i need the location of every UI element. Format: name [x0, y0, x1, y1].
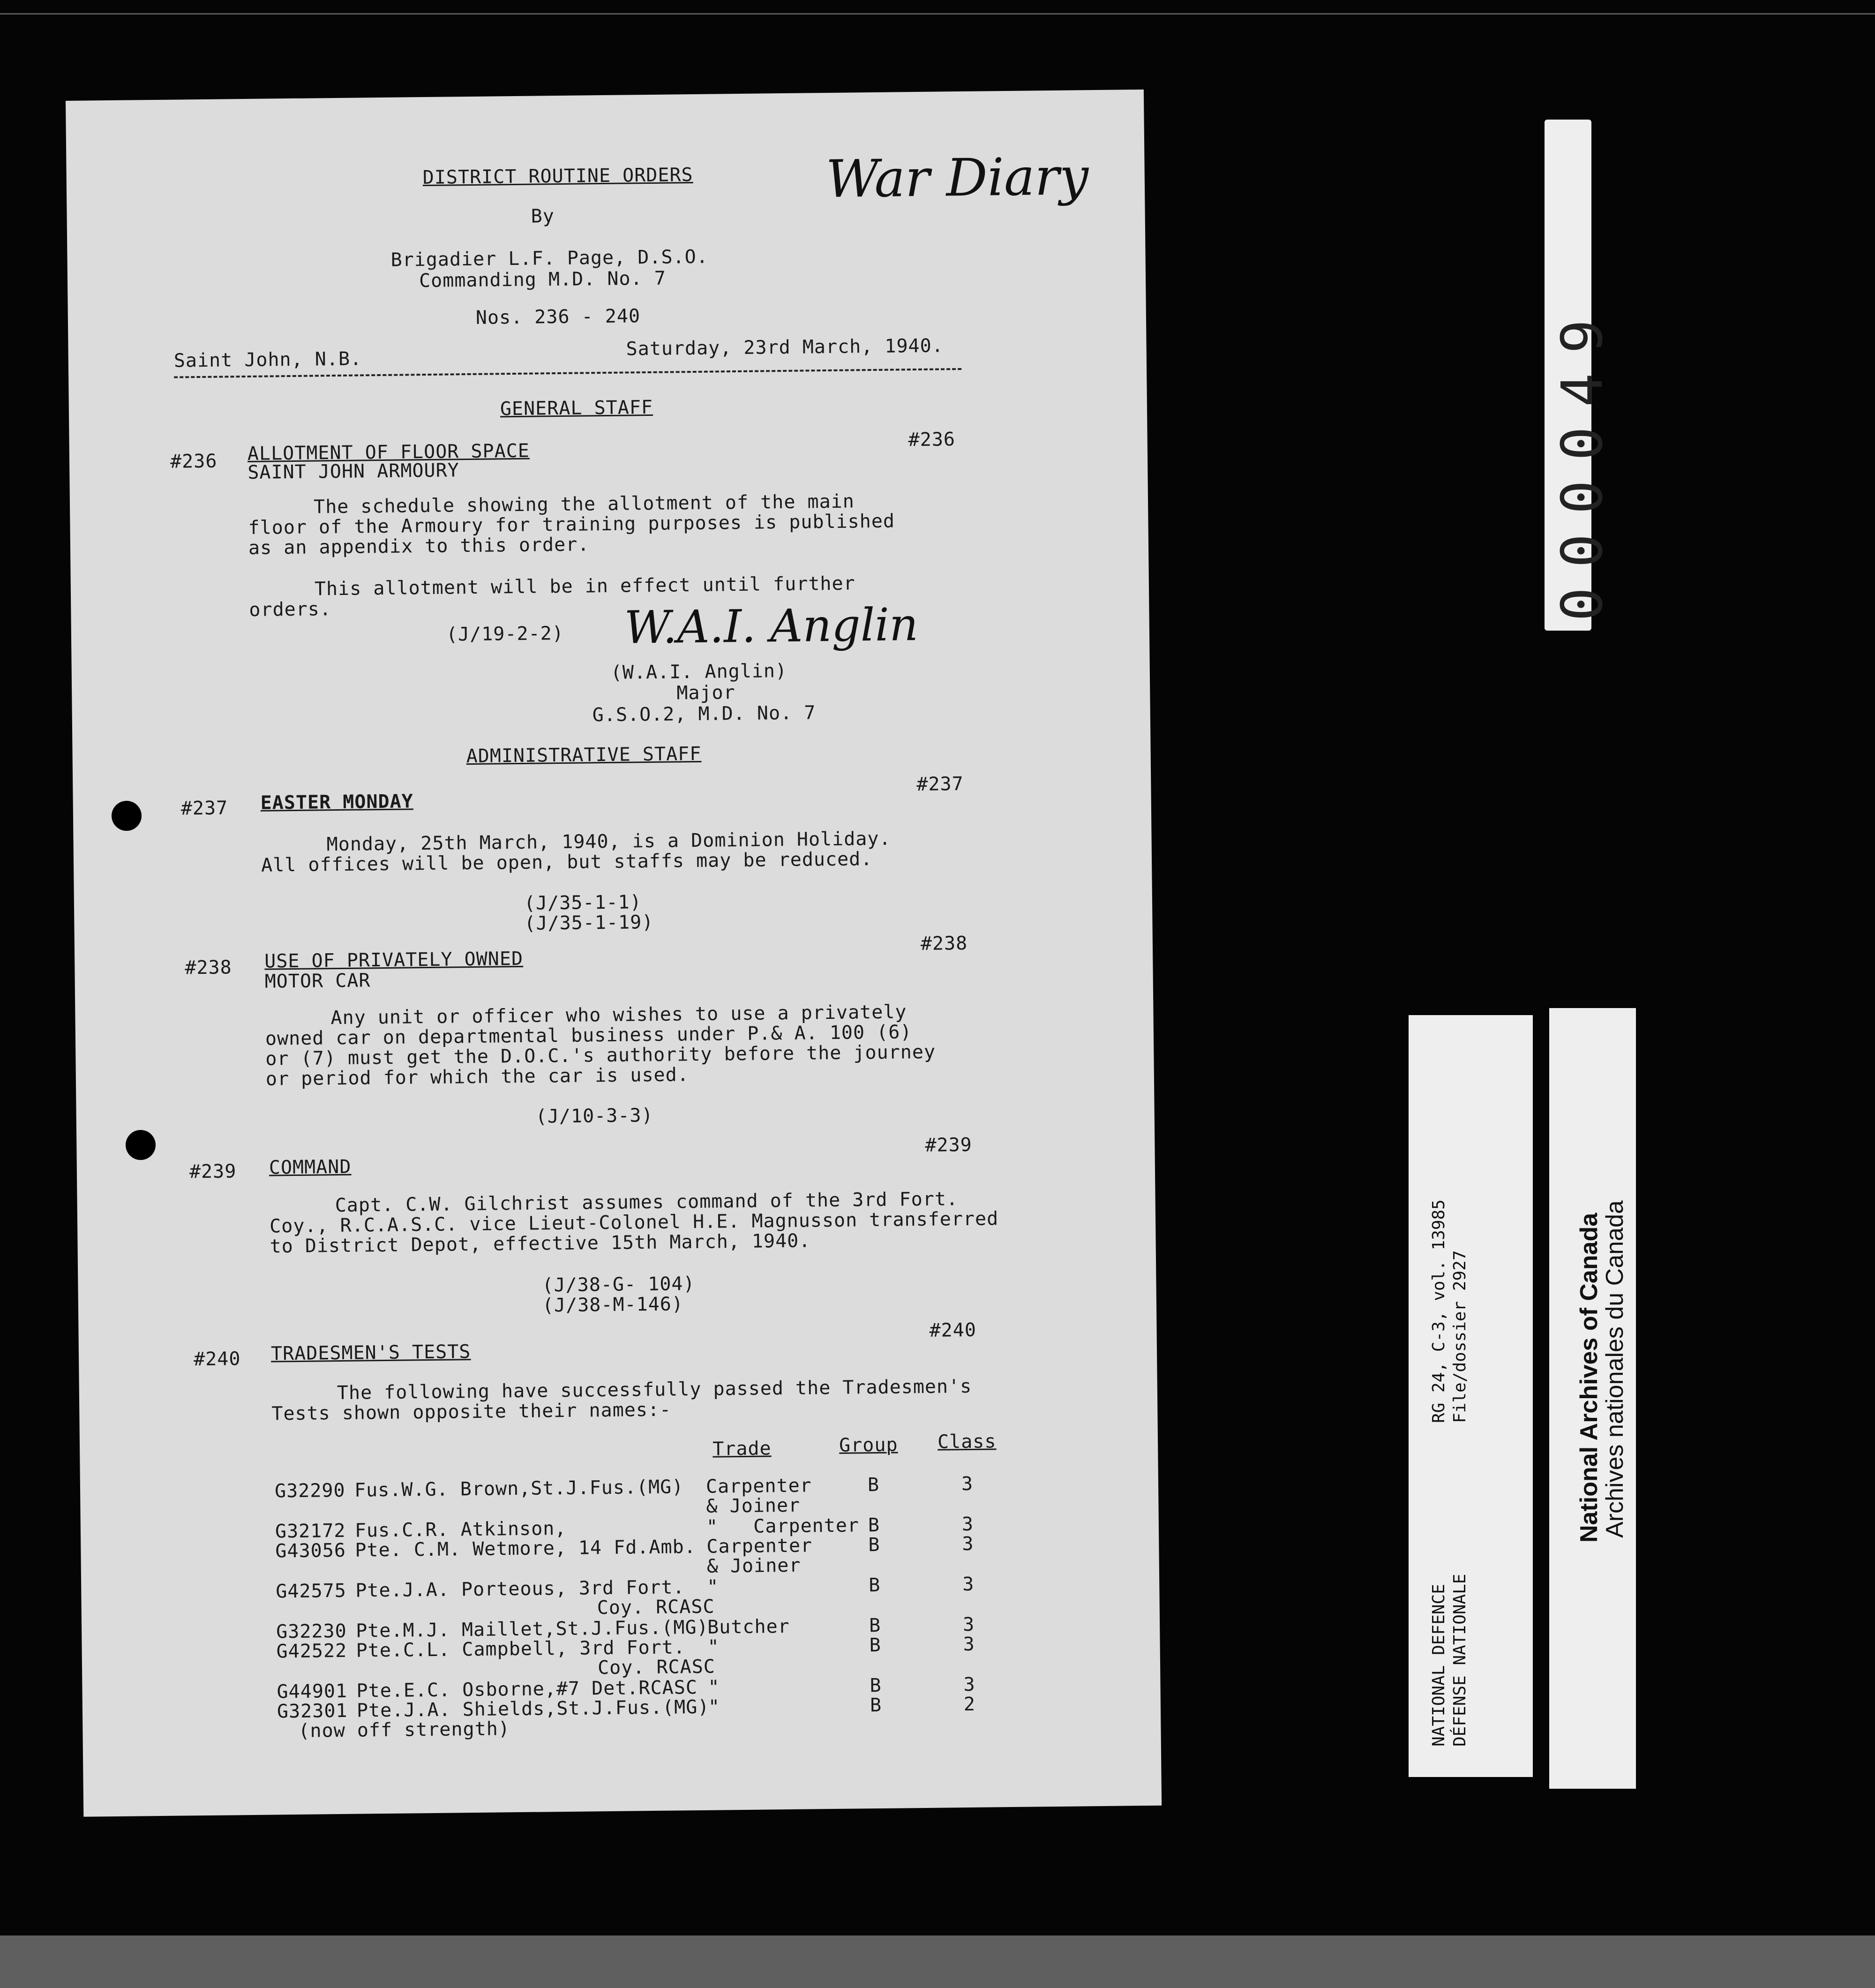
archives-name-fr: Archives nationales du Canada — [1601, 1200, 1628, 1538]
order-236-number-right: #236 — [908, 429, 956, 451]
order-238-line: or period for which the car is used. — [265, 1064, 690, 1090]
frame-number: 000049 — [1550, 300, 1615, 621]
row-name: Pte. C.M. Wetmore, 14 Fd.Amb. — [355, 1536, 697, 1561]
order-239-line: Capt. C.W. Gilchrist assumes command of the 3rd Fort. — [335, 1188, 959, 1217]
archives-name-en: National Archives of Canada — [1575, 1212, 1603, 1543]
row-class: 3 — [963, 1633, 975, 1656]
signatory-name: (W.A.I. Anglin) — [610, 660, 788, 684]
row-name-continued: (now off strength) — [298, 1718, 510, 1742]
order-238-title: USE OF PRIVATELY OWNED — [264, 948, 524, 972]
order-240-number: #240 — [193, 1348, 241, 1371]
order-240-line: The following have successfully passed the Tradesmen's — [337, 1375, 972, 1404]
signature: W.A.I. Anglin — [624, 598, 919, 654]
row-trade: Carpenter — [706, 1535, 813, 1558]
order-236-number: #236 — [170, 450, 218, 473]
row-group: B — [869, 1614, 881, 1637]
order-238-line: owned car on departmental business under P.& A. 100 (6) — [265, 1021, 912, 1050]
row-trade: " — [707, 1576, 719, 1598]
order-237-number-right: #237 — [916, 773, 964, 796]
row-class: 3 — [961, 1513, 974, 1536]
order-238-number: #238 — [185, 956, 232, 979]
order-240-title: TRADESMEN'S TESTS — [270, 1341, 471, 1365]
row-group: B — [870, 1674, 882, 1697]
row-service-number: G44901 — [277, 1680, 348, 1703]
order-239-number-right: #239 — [925, 1134, 972, 1156]
order-239-file-ref: (J/38-M-146) — [542, 1293, 684, 1317]
row-name: Fus.C.R. Atkinson, — [354, 1517, 567, 1542]
reference-line: RG 24, C-3, vol. 13985 — [1429, 1199, 1448, 1423]
frame-number-strip — [1545, 120, 1615, 631]
row-trade: Carpenter — [705, 1475, 812, 1498]
order-240-line: Tests shown opposite their names:- — [271, 1399, 672, 1425]
row-group: B — [870, 1694, 882, 1717]
row-name-continued: Coy. RCASC — [597, 1656, 716, 1679]
row-class: 3 — [961, 1473, 974, 1495]
department-line: DÉFENSE NATIONALE — [1450, 1574, 1470, 1747]
order-237-file-ref: (J/35-1-1) — [524, 891, 642, 914]
row-trade: " — [708, 1696, 720, 1718]
order-239-line: Coy., R.C.A.S.C. vice Lieut-Colonel H.E. Magnusson transferred — [269, 1208, 999, 1237]
row-class: 3 — [963, 1673, 975, 1696]
section-heading-general-staff: GENERAL STAFF — [500, 396, 653, 420]
row-trade: " — [707, 1636, 720, 1658]
row-group: B — [867, 1474, 880, 1496]
commander-line: Brigadier L.F. Page, D.S.O. — [390, 246, 709, 271]
order-236-subtitle: SAINT JOHN ARMOURY — [248, 459, 460, 483]
row-service-number: G32290 — [274, 1479, 345, 1502]
by-line: By — [531, 205, 555, 227]
row-trade: " Carpenter — [706, 1514, 860, 1538]
row-trade: " — [708, 1676, 720, 1698]
row-class: 3 — [962, 1613, 975, 1636]
order-240-number-right: #240 — [929, 1319, 977, 1341]
row-group: B — [868, 1534, 880, 1556]
row-service-number: G42575 — [276, 1580, 347, 1603]
row-class: 3 — [962, 1533, 974, 1555]
row-service-number: G42522 — [276, 1640, 347, 1663]
date-line: Saturday, 23rd March, 1940. — [626, 335, 944, 360]
order-236-file-ref: (J/19-2-2) — [446, 622, 564, 646]
punch-hole — [126, 1130, 156, 1160]
order-237-line: Monday, 25th March, 1940, is a Dominion Holiday. — [326, 828, 891, 856]
order-236-line: The schedule showing the allotment of the main — [313, 490, 855, 518]
row-name: Pte.J.A. Porteous, 3rd Fort. — [355, 1576, 685, 1602]
order-236-line: This allotment will be in effect until further — [314, 572, 855, 600]
row-service-number: G32172 — [275, 1520, 346, 1543]
order-238-line: Any unit or officer who wishes to use a privately — [330, 1001, 907, 1029]
signatory-post: G.S.O.2, M.D. No. 7 — [592, 702, 816, 726]
row-trade-continued: & Joiner — [706, 1554, 801, 1577]
document-title: DISTRICT ROUTINE ORDERS — [422, 164, 693, 189]
order-239-title: COMMAND — [269, 1156, 352, 1179]
row-group: B — [869, 1574, 881, 1596]
reference-line: File/dossier 2927 — [1450, 1250, 1470, 1423]
command-line: Commanding M.D. No. 7 — [419, 267, 667, 292]
order-238-subtitle: MOTOR CAR — [264, 970, 371, 993]
row-group: B — [868, 1514, 880, 1536]
row-class: 2 — [963, 1693, 976, 1716]
row-class: 3 — [962, 1573, 975, 1596]
order-239-line: to District Depot, effective 15th March, 1940. — [270, 1230, 811, 1258]
order-238-number-right: #238 — [920, 932, 968, 955]
row-name-continued: Coy. RCASC — [597, 1596, 715, 1619]
order-236-line: orders. — [249, 598, 332, 621]
row-trade: Butcher — [707, 1616, 790, 1638]
punch-hole — [112, 801, 142, 831]
order-238-file-ref: (J/10-3-3) — [535, 1104, 653, 1128]
column-header-class: Class — [937, 1431, 997, 1453]
row-name: Pte.J.A. Shields,St.J.Fus.(MG) — [356, 1696, 710, 1722]
order-237-number: #237 — [180, 797, 228, 820]
order-237-file-ref: (J/35-1-19) — [524, 911, 654, 934]
film-border-top — [0, 13, 1875, 15]
row-name: Pte.C.L. Campbell, 3rd Fort. — [356, 1636, 686, 1662]
row-service-number: G43056 — [275, 1539, 346, 1562]
place-line: Saint John, N.B. — [173, 348, 362, 372]
section-heading-administrative-staff: ADMINISTRATIVE STAFF — [466, 743, 702, 768]
order-237-line: All offices will be open, but staffs may be reduced. — [261, 848, 873, 876]
film-border-bottom — [0, 1935, 1875, 1988]
department-line: NATIONAL DEFENCE — [1429, 1584, 1448, 1747]
row-name: Fus.W.G. Brown,St.J.Fus.(MG) — [354, 1476, 684, 1501]
archive-reference-label — [1409, 1015, 1533, 1777]
row-service-number: G32301 — [277, 1700, 348, 1723]
order-238-line: or (7) must get the D.O.C.'s authority before the journey — [265, 1041, 936, 1070]
document-page — [66, 90, 1162, 1817]
row-name: Pte.E.C. Osborne,#7 Det.RCASC — [356, 1677, 698, 1702]
order-237-title: EASTER MONDAY — [260, 791, 414, 814]
handwritten-annotation: War Diary — [825, 146, 1089, 210]
order-239-number: #239 — [189, 1160, 237, 1183]
order-numbers: Nos. 236 - 240 — [475, 305, 641, 329]
row-group: B — [869, 1634, 881, 1657]
archives-name-label — [1549, 1008, 1636, 1789]
row-service-number: G32230 — [276, 1620, 347, 1643]
order-236-title: ALLOTMENT OF FLOOR SPACE — [247, 440, 530, 465]
order-239-file-ref: (J/38-G- 104) — [542, 1273, 695, 1296]
signatory-rank: Major — [676, 682, 735, 704]
order-236-line: floor of the Armoury for training purposes is published — [248, 510, 895, 539]
row-trade-continued: & Joiner — [706, 1494, 801, 1517]
column-header-trade: Trade — [712, 1438, 772, 1460]
order-236-line: as an appendix to this order. — [248, 534, 590, 559]
row-name: Pte.M.J. Maillet,St.J.Fus.(MG) — [355, 1616, 709, 1642]
column-header-group: Group — [839, 1434, 898, 1456]
